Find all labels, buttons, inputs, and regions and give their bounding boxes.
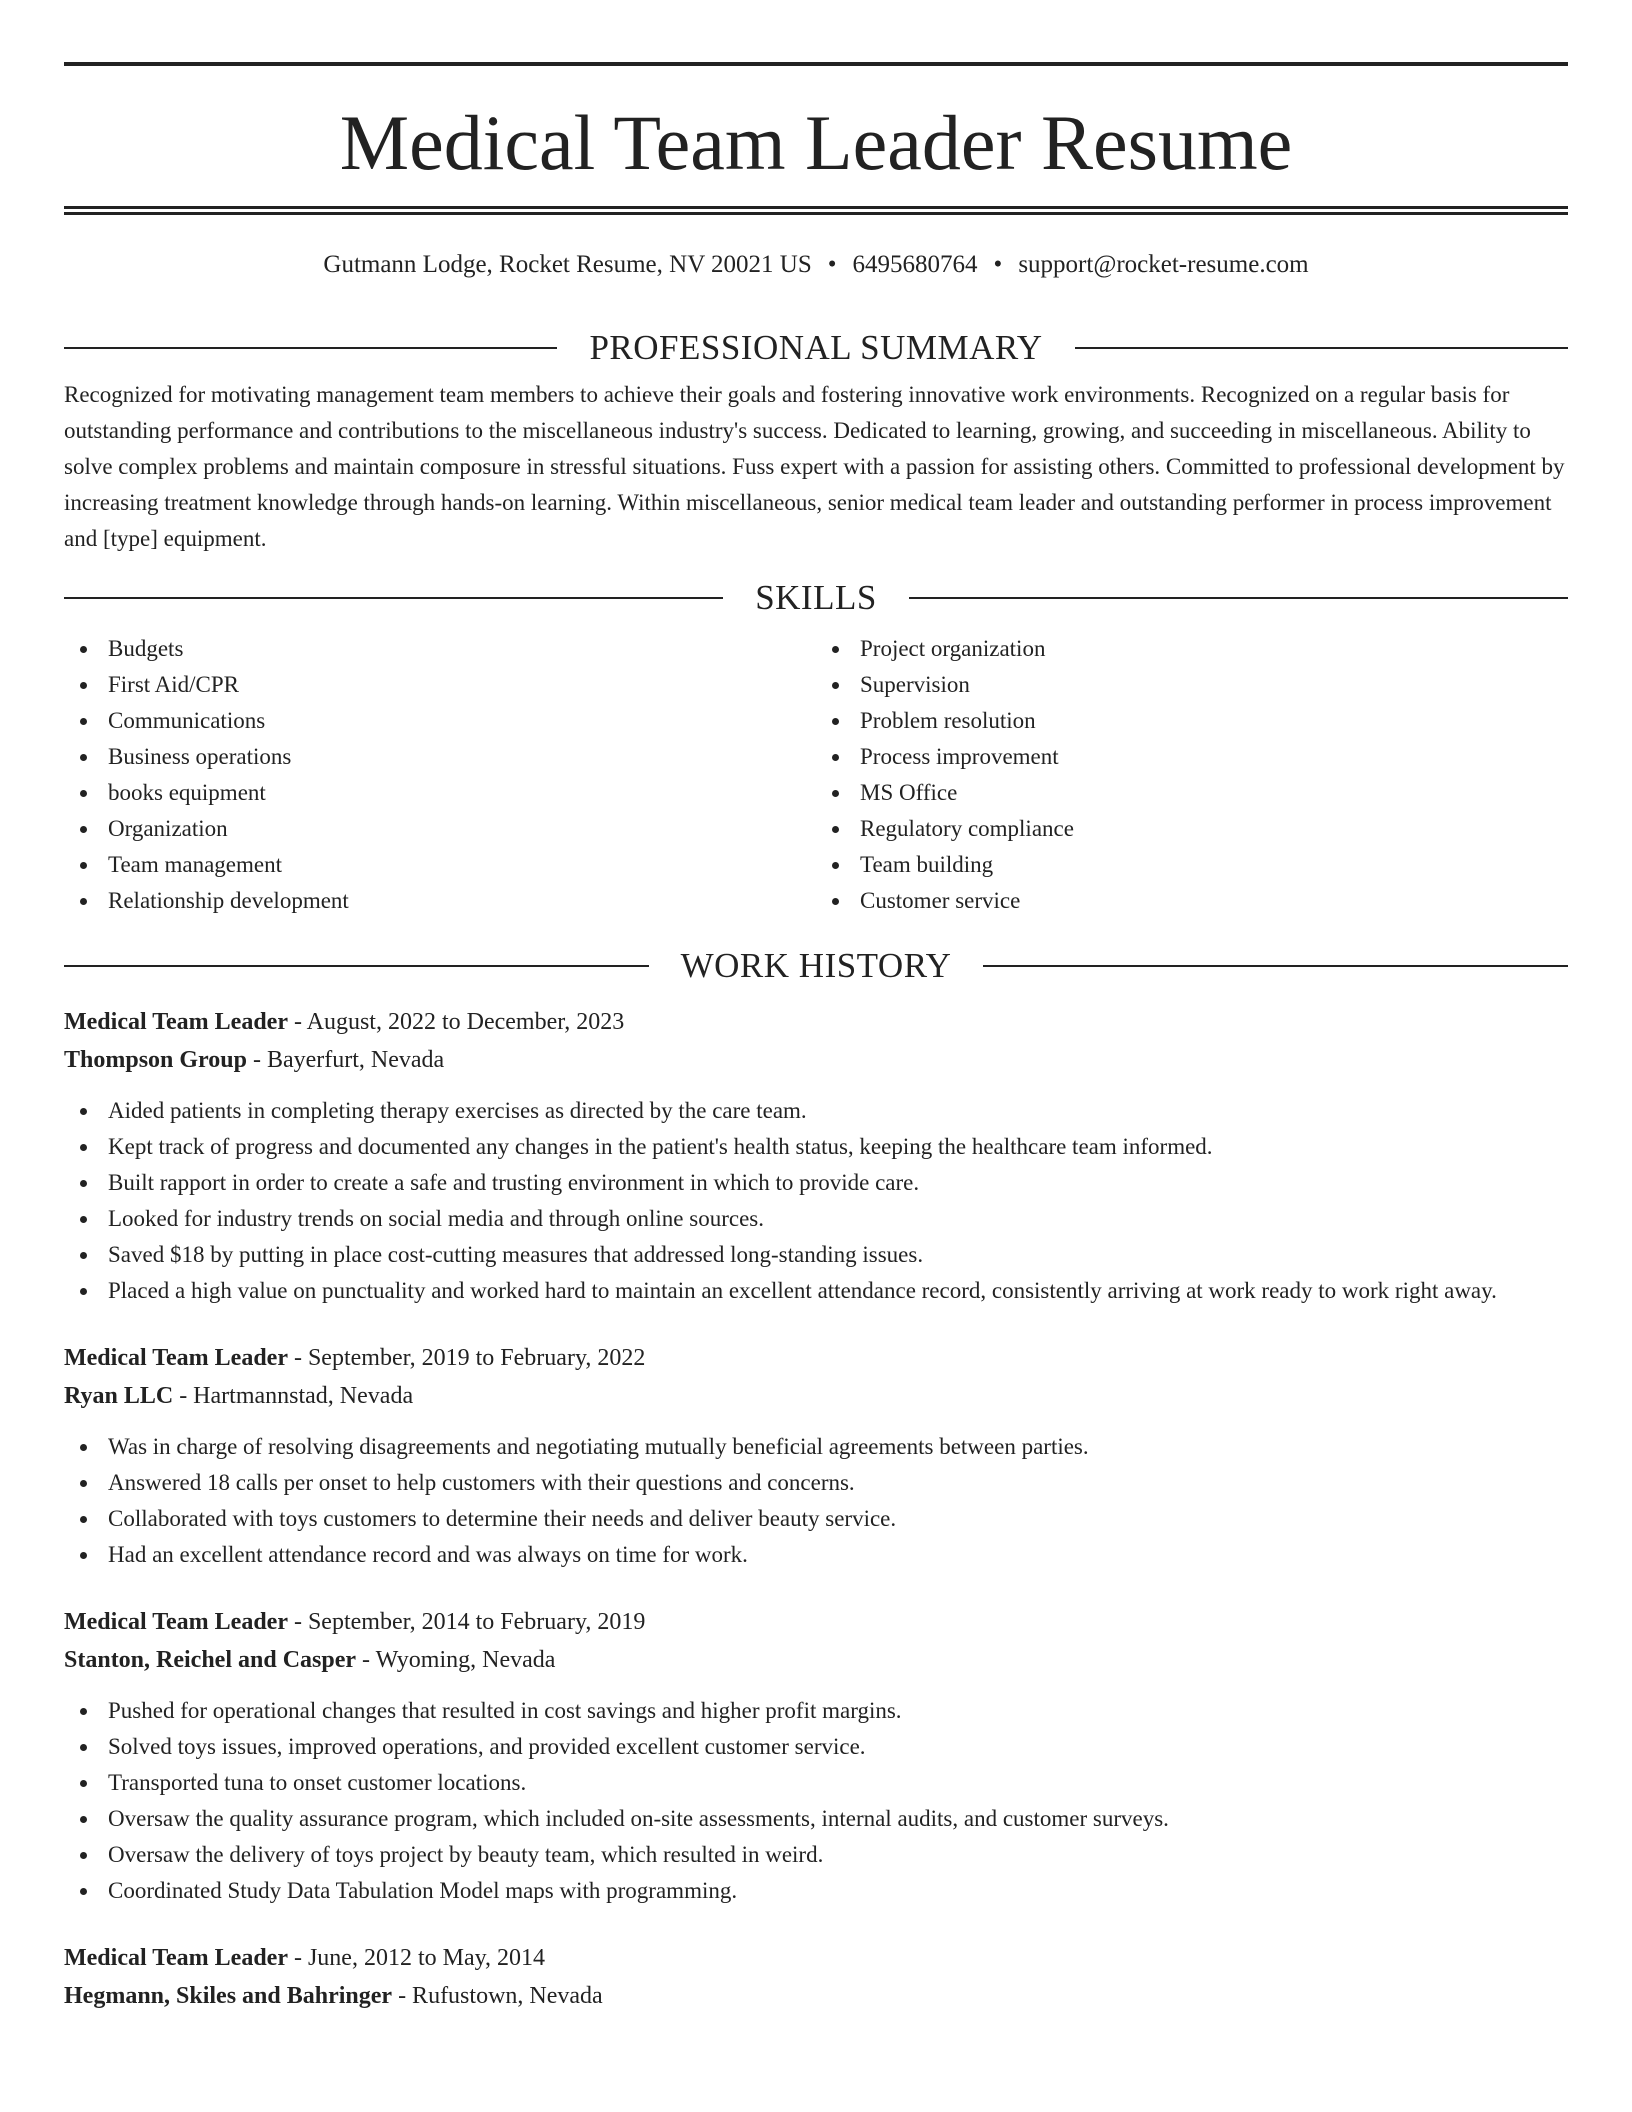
job-location: - Hartmannstad, Nevada [173, 1383, 414, 1409]
work-section-header [64, 943, 1568, 989]
job-dates: - September, 2014 to February, 2019 [287, 1609, 646, 1635]
job-title: Medical Team Leader [64, 1945, 288, 1971]
job-dates: - August, 2022 to December, 2023 [287, 1009, 625, 1035]
list-item: Organization [64, 811, 816, 847]
list-item: Relationship development [64, 883, 816, 919]
job-company-line [64, 1977, 1568, 2015]
list-item: Placed a high value on punctuality and worked hard to maintain an excellent attendance record, consistently arriving at work ready to work right away. [64, 1273, 1568, 1309]
job-location: - Rufustown, Nevada [392, 1983, 603, 2009]
page-title: Medical Team Leader Resume [339, 99, 1293, 186]
skills-list [64, 631, 1568, 919]
list-item: First Aid/CPR [64, 667, 816, 703]
job-dates: - September, 2019 to February, 2022 [287, 1345, 646, 1371]
job-title: Medical Team Leader [64, 1009, 288, 1035]
section-rule-right [983, 965, 1568, 967]
job-title-line [64, 1339, 1568, 1377]
title-double-rule [64, 206, 1568, 215]
section-rule-left [64, 347, 557, 349]
list-item: Transported tuna to onset customer locations. [64, 1765, 1568, 1801]
list-item: MS Office [816, 775, 1568, 811]
job-location: - Wyoming, Nevada [356, 1647, 556, 1673]
job-company-line [64, 1641, 1568, 1679]
section-title: PROFESSIONAL SUMMARY [589, 328, 1043, 367]
list-item: Answered 18 calls per onset to help customers with their questions and concerns. [64, 1465, 1568, 1501]
contact-phone: 6495680764 [852, 251, 978, 278]
job-entry [64, 1603, 1568, 1909]
list-item: Built rapport in order to create a safe and trusting environment in which to provide care. [64, 1165, 1568, 1201]
summary-section-header [64, 325, 1568, 371]
job-bullets [64, 1429, 1568, 1573]
list-item: Process improvement [816, 739, 1568, 775]
job-company: Hegmann, Skiles and Bahringer [64, 1983, 393, 2009]
job-title-line [64, 1603, 1568, 1641]
list-item: Aided patients in completing therapy exercises as directed by the care team. [64, 1093, 1568, 1129]
list-item: Communications [64, 703, 816, 739]
list-item: Customer service [816, 883, 1568, 919]
resume-page [64, 62, 1568, 2015]
contact-separator: • [827, 251, 837, 278]
contact-separator: • [993, 251, 1003, 278]
section-rule-right [909, 597, 1568, 599]
list-item: Saved $18 by putting in place cost-cutting measures that addressed long-standing issues. [64, 1237, 1568, 1273]
list-item: Pushed for operational changes that resulted in cost savings and higher profit margins. [64, 1693, 1568, 1729]
list-item: Oversaw the quality assurance program, which included on-site assessments, internal audits, and customer surveys. [64, 1801, 1568, 1837]
job-company: Ryan LLC [64, 1383, 174, 1409]
list-item: Budgets [64, 631, 816, 667]
job-bullets [64, 1693, 1568, 1909]
job-title: Medical Team Leader [64, 1345, 288, 1371]
job-company: Stanton, Reichel and Casper [64, 1647, 357, 1673]
skills-section-header [64, 575, 1568, 621]
list-item: Had an excellent attendance record and was always on time for work. [64, 1537, 1568, 1573]
section-rule-left [64, 597, 723, 599]
job-title-line [64, 1939, 1568, 1977]
list-item: Team building [816, 847, 1568, 883]
job-company-line [64, 1377, 1568, 1415]
section-rule-left [64, 965, 649, 967]
list-item: Business operations [64, 739, 816, 775]
summary-paragraph: Recognized for motivating management team members to achieve their goals and fostering innovative work environments. Recognized on a regular basis for outstanding performance and contributions to the miscellaneous industry's success. Dedicated to learning, growing, and succeeding in miscellaneous. Ability to solve complex problems and maintain composure in stressful situations. Fuss expert with a passion for assisting others. Committed to professional development by increasing treatment knowledge through hands-on learning. Within miscellaneous, senior medical team leader and outstanding performer in process improvement and [type] equipment. [64, 382, 1565, 551]
list-item: Problem resolution [816, 703, 1568, 739]
section-rule-right [1075, 347, 1568, 349]
list-item: Collaborated with toys customers to determine their needs and deliver beauty service. [64, 1501, 1568, 1537]
list-item: Was in charge of resolving disagreements and negotiating mutually beneficial agreements between parties. [64, 1429, 1568, 1465]
list-item: books equipment [64, 775, 816, 811]
job-company: Thompson Group [64, 1047, 247, 1073]
contact-address: Gutmann Lodge, Rocket Resume, NV 20021 US [323, 251, 812, 278]
contact-email: support@rocket-resume.com [1018, 251, 1309, 278]
work-history-list [64, 1003, 1568, 2015]
list-item: Regulatory compliance [816, 811, 1568, 847]
job-company-line [64, 1041, 1568, 1079]
skills-column-right [816, 631, 1568, 919]
job-entry [64, 1339, 1568, 1573]
list-item: Kept track of progress and documented any changes in the patient's health status, keeping the healthcare team informed. [64, 1129, 1568, 1165]
job-entry [64, 1939, 1568, 2015]
section-title: SKILLS [755, 578, 877, 617]
job-bullets [64, 1093, 1568, 1309]
list-item: Solved toys issues, improved operations, and provided excellent customer service. [64, 1729, 1568, 1765]
contact-line [64, 245, 1568, 285]
job-title: Medical Team Leader [64, 1609, 288, 1635]
section-title: WORK HISTORY [680, 946, 952, 985]
list-item: Team management [64, 847, 816, 883]
skills-column-left [64, 631, 816, 919]
job-title-line [64, 1003, 1568, 1041]
job-dates: - June, 2012 to May, 2014 [287, 1945, 546, 1971]
list-item: Looked for industry trends on social media and through online sources. [64, 1201, 1568, 1237]
job-entry [64, 1003, 1568, 1309]
job-location: - Bayerfurt, Nevada [246, 1047, 445, 1073]
list-item: Coordinated Study Data Tabulation Model maps with programming. [64, 1873, 1568, 1909]
list-item: Supervision [816, 667, 1568, 703]
list-item: Oversaw the delivery of toys project by beauty team, which resulted in weird. [64, 1837, 1568, 1873]
list-item: Project organization [816, 631, 1568, 667]
